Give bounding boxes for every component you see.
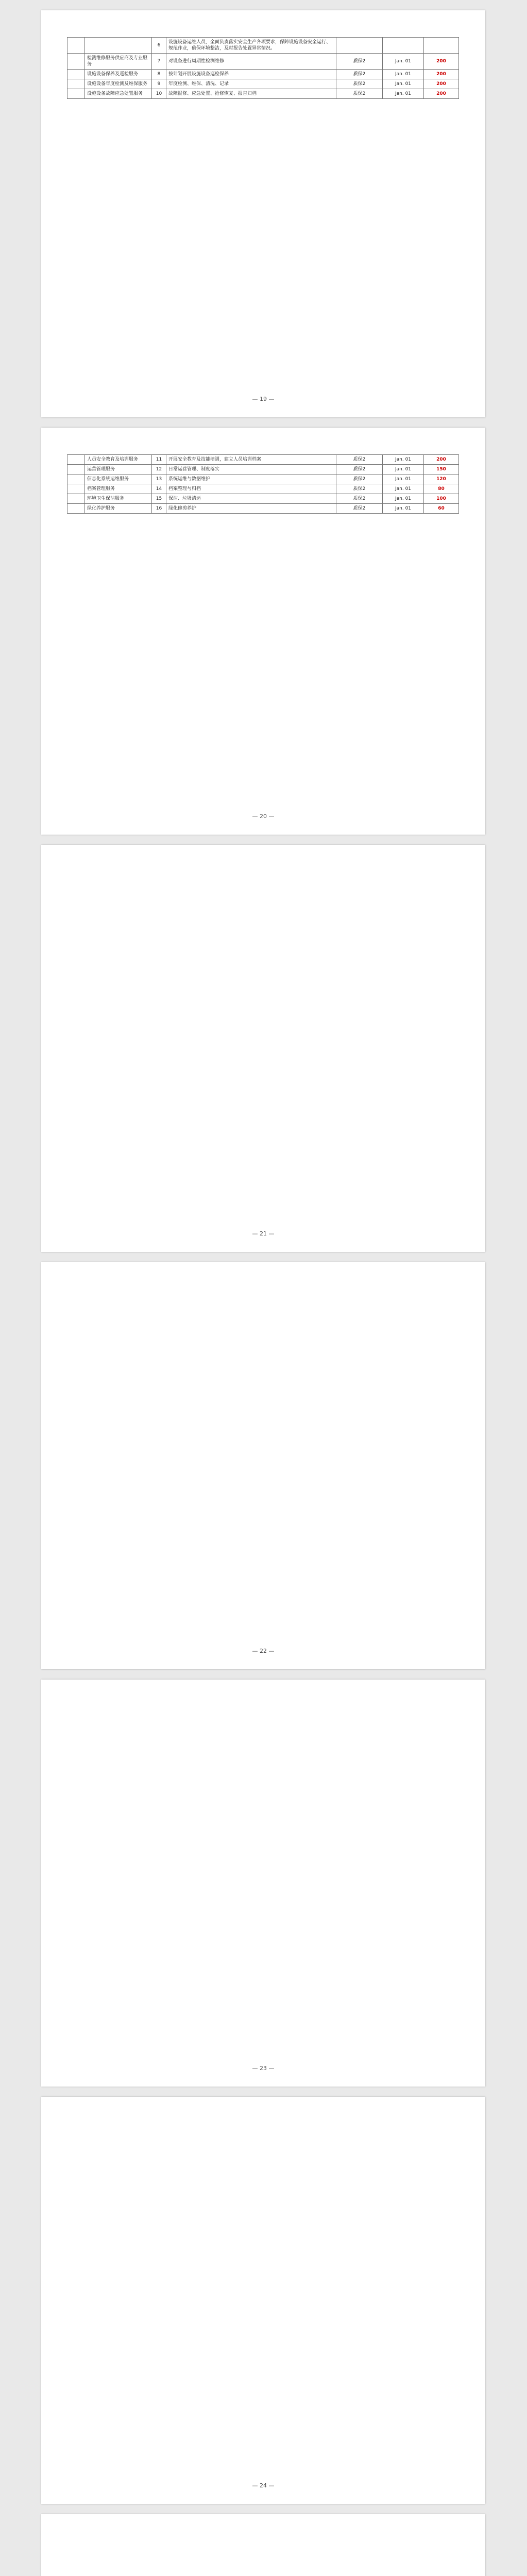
table-cell: 系统运维与数据维护 [166, 474, 336, 484]
page-number: — 21 — [252, 1230, 275, 1237]
table-cell [85, 38, 152, 54]
table-cell: 150 [424, 465, 459, 474]
table-cell: 绿化修剪养护 [166, 504, 336, 514]
service-table-1 [67, 37, 458, 99]
table-cell [67, 79, 85, 89]
table-cell: 年度检测、维保、清洗、记录 [166, 79, 336, 89]
table-cell: Jan. 01 [383, 79, 424, 89]
table-cell [67, 89, 85, 99]
table-cell: 质保2 [336, 504, 383, 514]
page-number: — 23 — [252, 2065, 275, 2072]
table-cell [67, 484, 85, 494]
service-table-2 [67, 454, 458, 514]
table-cell: 绿化养护服务 [85, 504, 152, 514]
table-cell: Jan. 01 [383, 54, 424, 70]
table-cell: 质保2 [336, 455, 383, 465]
table-cell: 60 [424, 504, 459, 514]
document-page-7 [41, 2514, 485, 2576]
table-cell: 设施设备年度检测及维保服务 [85, 79, 152, 89]
document-page-3 [41, 845, 485, 1252]
table-cell: 档案整理与归档 [166, 484, 336, 494]
table-cell: 质保2 [336, 54, 383, 70]
table-cell: 设施设备保养及巡检服务 [85, 70, 152, 79]
table-cell: 13 [152, 474, 166, 484]
table-cell [67, 38, 85, 54]
table-cell: 200 [424, 54, 459, 70]
table-cell: 200 [424, 70, 459, 79]
table-cell: 质保2 [336, 474, 383, 484]
table-cell: Jan. 01 [383, 474, 424, 484]
table-row [67, 504, 459, 514]
table-row [67, 79, 459, 89]
table-cell: 80 [424, 484, 459, 494]
table-cell [67, 54, 85, 70]
table-cell: 按计划开展设施设备巡检保养 [166, 70, 336, 79]
table-row [67, 455, 459, 465]
table-cell: 9 [152, 79, 166, 89]
table-cell: 200 [424, 89, 459, 99]
table-cell: 质保2 [336, 89, 383, 99]
document-page-1 [41, 10, 485, 417]
table-cell: 11 [152, 455, 166, 465]
document-page-2 [41, 428, 485, 835]
table-cell [67, 70, 85, 79]
table-cell: 运营管理服务 [85, 465, 152, 474]
table-cell: Jan. 01 [383, 455, 424, 465]
table-cell: 质保2 [336, 494, 383, 504]
table-cell: 开展安全教育及技能培训，建立人员培训档案 [166, 455, 336, 465]
table-row [67, 494, 459, 504]
table-cell: 设施设备运维人员，全面负责落实安全生产各项要求，保障设施设备安全运行、规范作业，确保环境整洁，及时报告处置异常情况。 [166, 38, 336, 54]
table-cell: 100 [424, 494, 459, 504]
table-cell: 质保2 [336, 70, 383, 79]
table-cell: Jan. 01 [383, 494, 424, 504]
table-cell: 质保2 [336, 465, 383, 474]
table-cell: 10 [152, 89, 166, 99]
table-cell: 14 [152, 484, 166, 494]
table-cell: 故障报修、应急处置、抢修恢复、报告归档 [166, 89, 336, 99]
table-cell [383, 38, 424, 54]
table-cell: Jan. 01 [383, 70, 424, 79]
table-cell: 设施设备故障应急处置服务 [85, 89, 152, 99]
table-row [67, 70, 459, 79]
table-row [67, 465, 459, 474]
table-cell: 200 [424, 455, 459, 465]
table-cell: 质保2 [336, 484, 383, 494]
table-cell: 人员安全教育及培训服务 [85, 455, 152, 465]
table-cell: 6 [152, 38, 166, 54]
table-cell: 保洁、垃圾清运 [166, 494, 336, 504]
page-number: — 22 — [252, 1648, 275, 1654]
table-cell [67, 455, 85, 465]
table-cell: 7 [152, 54, 166, 70]
table-cell: 15 [152, 494, 166, 504]
table-cell [67, 474, 85, 484]
document-page-6 [41, 2097, 485, 2504]
table-row [67, 38, 459, 54]
table-cell: 8 [152, 70, 166, 79]
table-row [67, 474, 459, 484]
table-cell: Jan. 01 [383, 484, 424, 494]
table-cell: Jan. 01 [383, 89, 424, 99]
document-page-4 [41, 1262, 485, 1669]
table-cell: 日常运营管理、制度落实 [166, 465, 336, 474]
table-cell: Jan. 01 [383, 465, 424, 474]
table-row [67, 89, 459, 99]
table-cell [336, 38, 383, 54]
table-cell: 12 [152, 465, 166, 474]
table-cell: 对设备进行周期性检测维修 [166, 54, 336, 70]
table-cell [67, 494, 85, 504]
table-cell [424, 38, 459, 54]
table-cell: 质保2 [336, 79, 383, 89]
table-cell: 200 [424, 79, 459, 89]
table-cell: Jan. 01 [383, 504, 424, 514]
table-cell [67, 504, 85, 514]
table-row [67, 484, 459, 494]
table-cell: 信息化系统运维服务 [85, 474, 152, 484]
table-cell: 120 [424, 474, 459, 484]
table-cell: 检测维修服务供应商及专业服务 [85, 54, 152, 70]
table-cell: 环境卫生保洁服务 [85, 494, 152, 504]
document-page-5 [41, 1680, 485, 2087]
table-cell: 16 [152, 504, 166, 514]
page-number: — 19 — [252, 396, 275, 402]
table-cell [67, 465, 85, 474]
page-number: — 20 — [252, 813, 275, 820]
table-cell: 档案管理服务 [85, 484, 152, 494]
page-number: — 24 — [252, 2482, 275, 2489]
table-row [67, 54, 459, 70]
